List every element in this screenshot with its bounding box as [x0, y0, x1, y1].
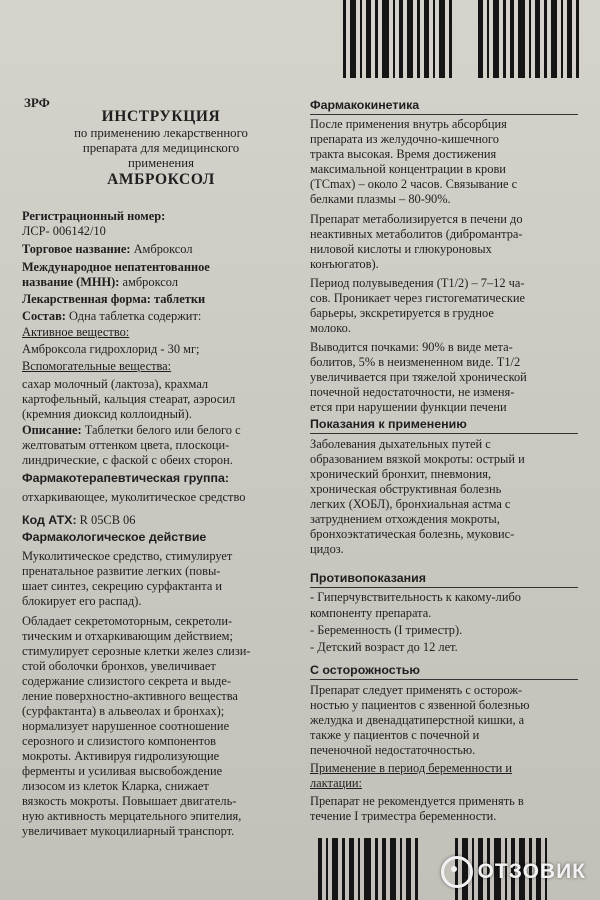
- pk-para3-line-1: Период полувыведения (T1/2) – 7–12 ча-: [310, 276, 525, 290]
- pharm-group-value: отхаркивающее, муколитическое средство: [22, 490, 246, 504]
- pharm-para2-line-8: нормализует нарушенное соотношение: [22, 719, 230, 733]
- barcode-bottom-left: [318, 838, 434, 900]
- pregnancy-line-2: течение I триместра беременности.: [310, 809, 497, 823]
- caution-line-4: также у пациентов с почечной и: [310, 728, 480, 742]
- header-subtitle-1: по применению лекарственного: [74, 126, 248, 140]
- description-label: Описание:: [22, 423, 82, 437]
- trade-label: Торговое название:: [22, 242, 131, 256]
- excipients-label: Вспомогательные вещества:: [22, 359, 172, 373]
- trade-name-line: [22, 242, 193, 257]
- pk-para1-line-4: максимальной концентрации в крови: [310, 162, 506, 176]
- pharm-group-label: Фармакотерапевтическая группа:: [22, 471, 230, 485]
- pharm-para2-line-3: стимулирует серозные клетки желез слизи-: [22, 644, 251, 658]
- composition-line: [22, 309, 201, 324]
- pharm-para1-line-4: блокирует его распад).: [22, 594, 142, 608]
- pk-para4-line-3: увеличивается при тяжелой хронической: [310, 370, 527, 384]
- excipients-line-3: (кремния диоксид коллоидный).: [22, 407, 192, 421]
- pk-para1-line-1: После применения внутрь абсорбция: [310, 117, 507, 131]
- caution-line-5: печеночной недостаточностью.: [310, 743, 476, 757]
- indications-line-8: цидоз.: [310, 542, 344, 556]
- atc-value: R 05CB 06: [76, 513, 136, 527]
- pk-para4-line-4: почечной недостаточности, не изменя-: [310, 385, 515, 399]
- reg-number: ЛСР- 006142/10: [22, 224, 106, 238]
- caution-line-3: желудка и двенадцатиперстной кишки, а: [310, 713, 525, 727]
- pk-rule: [310, 114, 578, 115]
- atc-line: [22, 513, 135, 528]
- description-line: [22, 423, 241, 438]
- contraindications-line-3: - Беременность (I триместр).: [310, 623, 463, 637]
- page-title: ИНСТРУКЦИЯ: [101, 108, 221, 125]
- pk-para1-line-3: тракта высокая. Время достижения: [310, 147, 497, 161]
- pk-para2-line-3: ниловой кислоты и глюкуроновых: [310, 242, 492, 256]
- pk-title: Фармакокинетика: [310, 98, 420, 112]
- drug-name: АМБРОКСОЛ: [107, 171, 215, 188]
- pk-para3-line-3: барьеры, экскретируется в грудное: [310, 306, 494, 320]
- pk-para1-line-6: белками плазмы – 80-90%.: [310, 192, 451, 206]
- reg-label: Регистрационный номер:: [22, 209, 166, 223]
- pk-para4-line-1: Выводится почками: 90% в виде мета-: [310, 340, 513, 354]
- caution-rule: [310, 679, 578, 680]
- contraindications-title: Противопоказания: [310, 571, 426, 585]
- indications-line-2: образованием вязкой мокроты: острый и: [310, 452, 525, 466]
- indications-line-4: хроническая обструктивная болезнь: [310, 482, 502, 496]
- contraindications-rule: [310, 587, 578, 588]
- pharm-para2-line-14: ную активность мерцательного эпителия,: [22, 809, 242, 823]
- description-line-2: желтоватым оттенком цвета, плоскоци-: [22, 438, 230, 452]
- pharm-para2-line-6: ление поверхностно-активного вещества: [22, 689, 238, 703]
- excipients-line-1: сахар молочный (лактоза), крахмал: [22, 377, 209, 391]
- description-line-3: линдрические, с фаской с обеих сторон.: [22, 453, 233, 467]
- pregnancy-title-2: лактации:: [310, 776, 362, 790]
- contraindications-line-4: - Детский возраст до 12 лет.: [310, 640, 458, 654]
- description-first: Таблетки белого или белого с: [81, 423, 241, 437]
- pharm-para2-line-5: содержание слизистого секрета и выде-: [22, 674, 231, 688]
- watermark-text: ОТЗОВИК: [477, 860, 586, 883]
- pharm-para2-line-4: стой оболочки бронхов, увеличивает: [22, 659, 216, 673]
- caution-title: С осторожностью: [310, 663, 420, 677]
- indications-line-5: легких (ХОБЛ), бронхиальная астма с: [310, 497, 511, 511]
- pk-para2-line-1: Препарат метаболизируется в печени до: [310, 212, 523, 226]
- pharm-para2-line-7: (сурфактанта) в альвеолах и бронхах);: [22, 704, 225, 718]
- header-subtitle-2: препарата для медицинского: [82, 141, 240, 155]
- excipients-line-2: картофельный, кальция стеарат, аэросил: [22, 392, 236, 406]
- contraindications-line-1: - Гиперчувствительность к какому-либо: [310, 590, 521, 604]
- barcode-top-right: [478, 0, 588, 78]
- form-value: таблетки: [150, 292, 206, 306]
- pregnancy-title-1: Применение в период беременности и: [310, 761, 512, 775]
- form-line: [22, 292, 205, 307]
- pk-para2-line-4: конъюгатов).: [310, 257, 379, 271]
- otzovik-watermark: [441, 856, 586, 888]
- pharm-para2-line-11: ферменты и усиливая высвобождение: [22, 764, 223, 778]
- pharm-para1-line-1: Муколитическое средство, стимулирует: [22, 549, 233, 563]
- contraindications-line-2: компоненту препарата.: [310, 606, 432, 620]
- otzovik-logo-icon: [441, 856, 473, 888]
- pharm-action-title: Фармакологическое действие: [22, 530, 207, 544]
- pk-para3-line-4: молоко.: [310, 321, 351, 335]
- indications-rule: [310, 433, 578, 434]
- indications-line-1: Заболевания дыхательных путей с: [310, 437, 491, 451]
- active-value: Амброксола гидрохлорид - 30 мг;: [22, 342, 200, 356]
- inn-value: амброксол: [119, 275, 178, 289]
- pk-para2-line-2: неактивных метаболитов (дибромантра-: [310, 227, 523, 241]
- pharm-para2-line-1: Обладает секретомоторным, секретоли-: [22, 614, 233, 628]
- atc-label: Код АТХ:: [22, 513, 77, 527]
- pk-para1-line-2: препарата из желудочно-кишечного: [310, 132, 499, 146]
- pharm-para2-line-12: лизосом из клеток Кларка, снижает: [22, 779, 209, 793]
- pharm-para2-line-9: серозного и слизистого компонентов: [22, 734, 216, 748]
- pregnancy-line-1: Препарат не рекомендуется применять в: [310, 794, 524, 808]
- inn-label-1: Международное непатентованное: [22, 260, 210, 274]
- corner-mark: ЗРФ: [24, 95, 50, 110]
- pharm-para2-line-2: тическим и отхаркивающим действием;: [22, 629, 233, 643]
- barcode-top-left: [343, 0, 459, 78]
- pharm-para2-line-15: увеличивает мукоцилиарный транспорт.: [22, 824, 235, 838]
- trade-value: Амброксол: [130, 242, 193, 256]
- inn-label-2: название (МНН):: [22, 275, 120, 289]
- caution-line-2: ностью у пациентов с язвенной болезнью: [310, 698, 530, 712]
- pk-para1-line-5: (TCmax) – около 2 часов. Связывание с: [310, 177, 518, 191]
- indications-line-7: бронхоэктатическая болезнь, муковис-: [310, 527, 515, 541]
- pk-para4-line-5: ется при нарушении функции печени: [310, 400, 507, 414]
- caution-line-1: Препарат следует применять с осторож-: [310, 683, 523, 697]
- pharm-para1-line-3: шает синтез, секрецию сурфактанта и: [22, 579, 223, 593]
- indications-line-3: хронический бронхит, пневмония,: [310, 467, 492, 481]
- inn-line: [22, 275, 178, 290]
- composition-label: Состав:: [22, 309, 66, 323]
- header-subtitle-3: применения: [128, 156, 194, 170]
- indications-line-6: затруднением отхождения мокроты,: [310, 512, 500, 526]
- pharm-para2-line-13: вязкость мокроты. Повышает двигатель-: [22, 794, 237, 808]
- leaflet-header: [22, 108, 300, 189]
- indications-title: Показания к применению: [310, 417, 467, 431]
- pk-para4-line-2: болитов, 5% в неизмененном виде. T1/2: [310, 355, 521, 369]
- pharm-para2-line-10: мокроты. Активируя гидролизующие: [22, 749, 220, 763]
- composition-value: Одна таблетка содержит:: [65, 309, 202, 323]
- pharm-para1-line-2: пренатальное развитие легких (повы-: [22, 564, 221, 578]
- form-label: Лекарственная форма:: [22, 292, 151, 306]
- pk-para3-line-2: сов. Проникает через гистогематические: [310, 291, 526, 305]
- active-label: Активное вещество:: [22, 325, 130, 339]
